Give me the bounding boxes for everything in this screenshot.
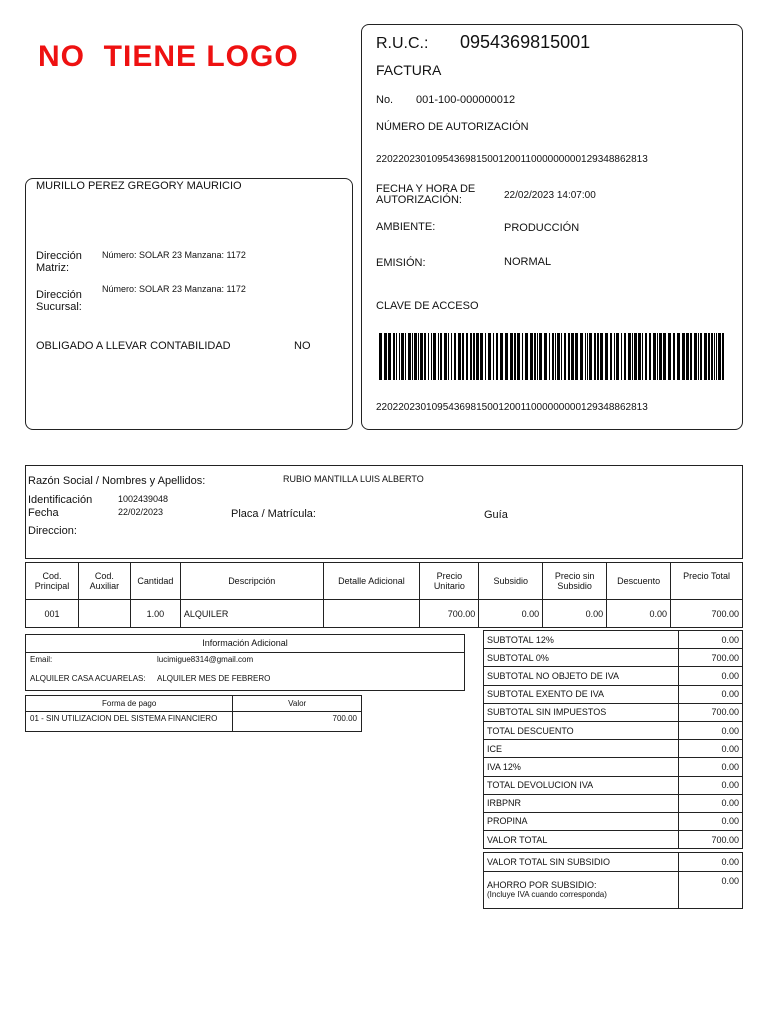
savings-note: (Incluye IVA cuando corresponda)	[487, 890, 607, 899]
payment-value-header: Valor	[233, 696, 362, 712]
table-row	[26, 712, 362, 732]
subsidy-row	[484, 853, 743, 872]
client-name-label: Razón Social / Nombres y Apellidos:	[28, 475, 206, 487]
totals-value: 0.00	[679, 740, 743, 758]
header-precio-unitario: Precio Unitario	[420, 563, 479, 600]
header-cod-auxiliar: Cod. Auxiliar	[78, 563, 130, 600]
totals-value: 700.00	[679, 703, 743, 721]
logo-placeholder-text: NO TIENE LOGO	[38, 40, 299, 73]
invoice-number: 001-100-000000012	[416, 94, 516, 106]
header-detalle-adicional: Detalle Adicional	[323, 563, 420, 600]
header-descuento: Descuento	[607, 563, 671, 600]
savings-label: AHORRO POR SUBSIDIO:	[487, 880, 597, 890]
header-subsidio: Subsidio	[479, 563, 543, 600]
totals-row	[484, 667, 743, 685]
totals-row	[484, 685, 743, 703]
matrix-address-label-line1: Dirección	[36, 250, 82, 262]
totals-value: 700.00	[679, 831, 743, 849]
header-descripcion: Descripción	[180, 563, 323, 600]
guide-label: Guía	[484, 509, 508, 521]
totals-label: SUBTOTAL SIN IMPUESTOS	[484, 703, 679, 721]
no-subsidy-value: 0.00	[679, 853, 743, 872]
matrix-address-value: Número: SOLAR 23 Manzana: 1172	[102, 250, 246, 260]
access-key-number: 2202202301095436981500120011000000000129348862813	[376, 402, 648, 413]
totals-label: TOTAL DEVOLUCION IVA	[484, 776, 679, 794]
client-id-label: Identificación	[28, 494, 93, 506]
subsidy-table	[483, 852, 743, 909]
client-address-label: Direccion:	[28, 525, 77, 537]
totals-label: ICE	[484, 740, 679, 758]
auth-date-value: 22/02/2023 14:07:00	[504, 190, 596, 201]
header-precio-sin-subsidio: Precio sin Subsidio	[543, 563, 607, 600]
cell-precio-unitario: 700.00	[420, 600, 479, 628]
payment-header-row	[26, 696, 362, 712]
branch-address-value: Número: SOLAR 23 Manzana: 1172	[102, 284, 246, 294]
totals-value: 0.00	[679, 794, 743, 812]
totals-label: IRBPNR	[484, 794, 679, 812]
authorization-number: 2202202301095436981500120011000000000129348862813	[376, 154, 648, 165]
invoice-number-label: No.	[376, 94, 394, 106]
header-precio-total: Precio Total	[671, 563, 743, 600]
totals-label: VALOR TOTAL	[484, 831, 679, 849]
client-id-value: 1002439048	[118, 494, 169, 504]
totals-label: PROPINA	[484, 812, 679, 830]
totals-row	[484, 703, 743, 721]
items-header-row	[26, 563, 743, 600]
totals-label: SUBTOTAL 12%	[484, 631, 679, 649]
totals-label: TOTAL DESCUENTO	[484, 721, 679, 739]
totals-label: IVA 12%	[484, 758, 679, 776]
environment-label: AMBIENTE:	[376, 221, 436, 233]
table-row	[26, 600, 743, 628]
totals-row	[484, 721, 743, 739]
cell-precio-total: 700.00	[671, 600, 743, 628]
totals-value: 0.00	[679, 758, 743, 776]
auth-date-label-line2: AUTORIZACIÓN:	[376, 194, 462, 206]
totals-row	[484, 740, 743, 758]
emission-value: NORMAL	[504, 256, 552, 268]
totals-value: 0.00	[679, 776, 743, 794]
totals-label: SUBTOTAL 0%	[484, 649, 679, 667]
totals-row	[484, 831, 743, 849]
items-table	[25, 562, 743, 628]
email-value: lucimigue8314@gmail.com	[157, 655, 254, 664]
accounting-label: OBLIGADO A LLEVAR CONTABILIDAD	[36, 340, 231, 352]
access-key-barcode	[379, 333, 725, 380]
totals-value: 0.00	[679, 631, 743, 649]
totals-value: 0.00	[679, 812, 743, 830]
cell-cod-auxiliar	[78, 600, 130, 628]
savings-value: 0.00	[679, 872, 743, 909]
authorization-label: NÚMERO DE AUTORIZACIÓN	[376, 121, 529, 133]
ruc-label: R.U.C.:	[376, 35, 429, 52]
payment-value: 700.00	[233, 712, 362, 732]
header-cantidad: Cantidad	[130, 563, 180, 600]
totals-table	[483, 630, 743, 849]
totals-row	[484, 758, 743, 776]
extra-info-value: ALQUILER MES DE FEBRERO	[157, 674, 271, 683]
cell-subsidio: 0.00	[479, 600, 543, 628]
payment-method-header: Forma de pago	[26, 696, 233, 712]
cell-detalle-adicional	[323, 600, 420, 628]
cell-precio-sin-subsidio: 0.00	[543, 600, 607, 628]
environment-value: PRODUCCIÓN	[504, 222, 580, 234]
totals-row	[484, 812, 743, 830]
cell-cod-principal: 001	[26, 600, 79, 628]
totals-value: 700.00	[679, 649, 743, 667]
additional-info-title: Información Adicional	[202, 638, 288, 648]
payment-method: 01 - SIN UTILIZACION DEL SISTEMA FINANCIERO	[26, 712, 233, 732]
additional-info-divider	[25, 652, 465, 653]
email-label: Email:	[30, 655, 53, 664]
emission-label: EMISIÓN:	[376, 257, 426, 269]
cell-descuento: 0.00	[607, 600, 671, 628]
auth-date-label-line1: FECHA Y HORA DE	[376, 183, 476, 195]
totals-value: 0.00	[679, 721, 743, 739]
totals-value: 0.00	[679, 685, 743, 703]
totals-row	[484, 794, 743, 812]
document-type: FACTURA	[376, 62, 442, 78]
plate-label: Placa / Matrícula:	[231, 508, 316, 520]
ruc-value: 0954369815001	[460, 32, 591, 52]
branch-address-label-line1: Dirección	[36, 289, 82, 301]
accounting-value: NO	[294, 340, 311, 352]
branch-address-label-line2: Sucursal:	[36, 301, 82, 313]
cell-cantidad: 1.00	[130, 600, 180, 628]
payment-table	[25, 695, 362, 732]
totals-value: 0.00	[679, 667, 743, 685]
client-date-label: Fecha	[28, 507, 59, 519]
totals-row	[484, 649, 743, 667]
header-cod-principal: Cod. Principal	[26, 563, 79, 600]
subsidy-row	[484, 872, 743, 909]
client-name-value: RUBIO MANTILLA LUIS ALBERTO	[283, 474, 424, 484]
access-key-label: CLAVE DE ACCESO	[376, 300, 479, 312]
client-date-value: 22/02/2023	[118, 507, 164, 517]
no-subsidy-label: VALOR TOTAL SIN SUBSIDIO	[484, 853, 679, 872]
emitter-name: MURILLO PEREZ GREGORY MAURICIO	[36, 180, 242, 192]
totals-row	[484, 776, 743, 794]
totals-label: SUBTOTAL EXENTO DE IVA	[484, 685, 679, 703]
totals-row	[484, 631, 743, 649]
matrix-address-label-line2: Matriz:	[36, 262, 69, 274]
totals-label: SUBTOTAL NO OBJETO DE IVA	[484, 667, 679, 685]
extra-info-label: ALQUILER CASA ACUARELAS:	[30, 674, 146, 683]
cell-descripcion: ALQUILER	[180, 600, 323, 628]
